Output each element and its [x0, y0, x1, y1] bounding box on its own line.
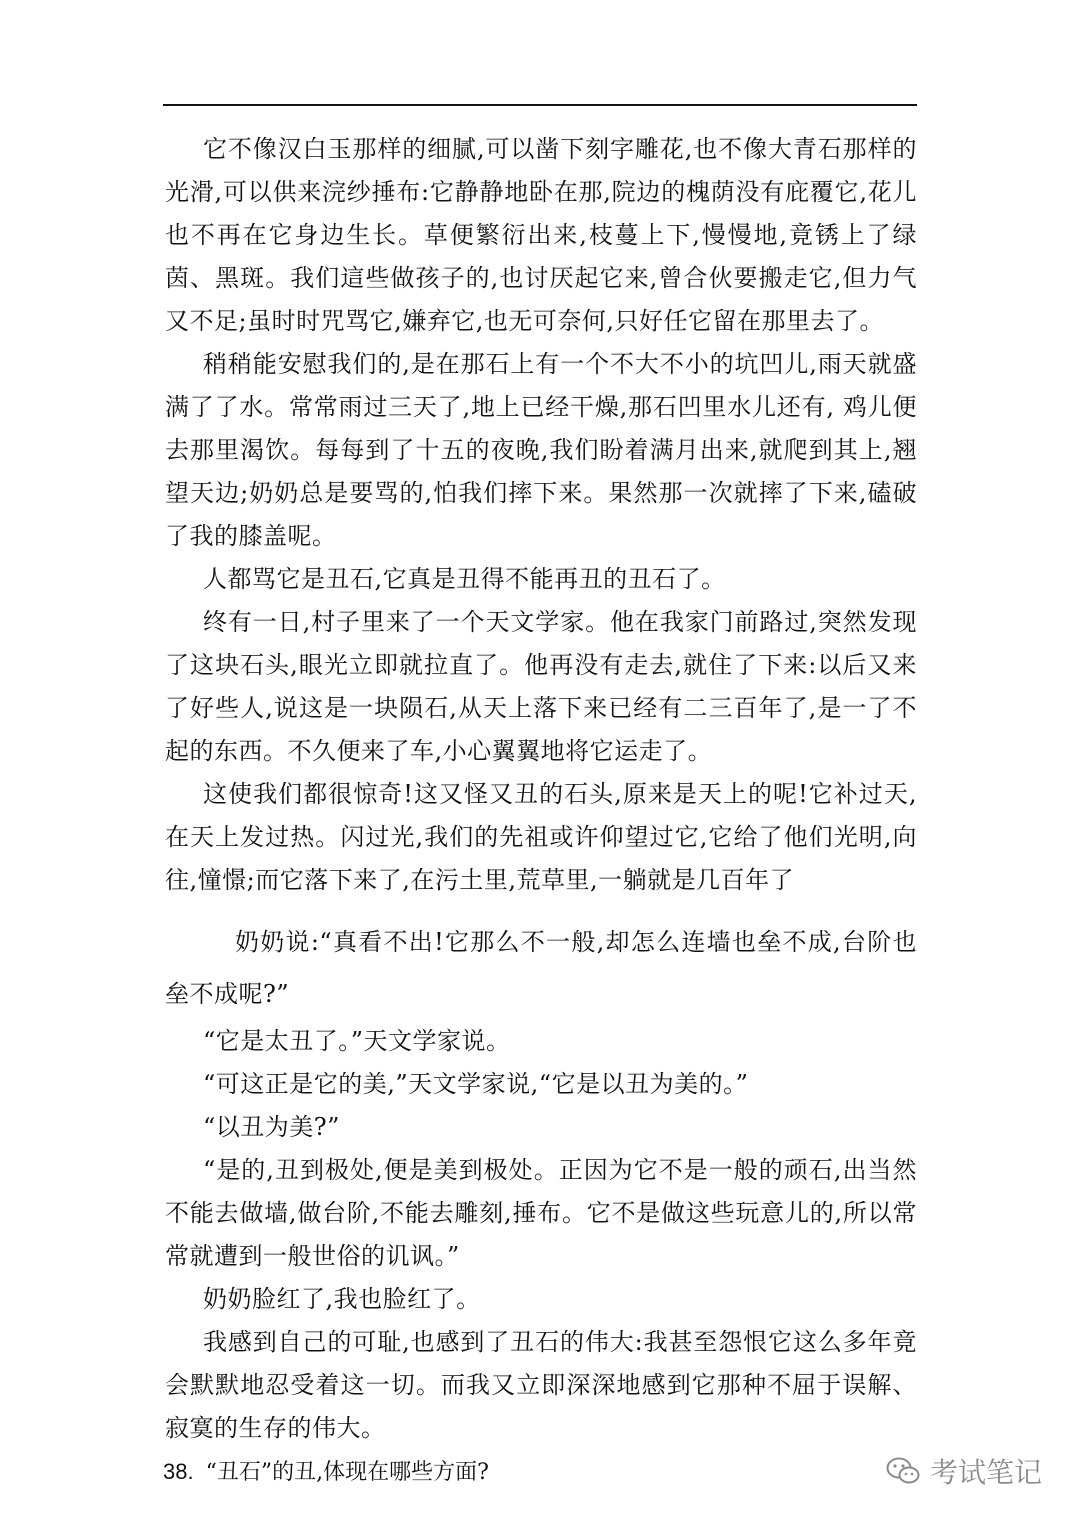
- watermark: [886, 1451, 1042, 1491]
- wechat-icon: [886, 1456, 920, 1486]
- paragraph-11: 奶奶脸红了,我也脸红了。: [203, 1285, 481, 1313]
- paragraph-1: 它不像汉白玉那样的细腻,可以凿下刻字雕花,也不像大青石那样的光滑,可以供来浣纱捶布:它静静地卧在那,院边的槐荫没有庇覆它,花儿也不再在它身边生长。草便繁衍出来,枝蔓上下,慢慢地,竟锈上了绿茵、黑斑。我们這些做孩子的,也讨厌起它来,曾合伙要搬走它,但力气又不足;虽时时咒骂它,嫌弃它,也无可奈何,只好任它留在那里去了。: [165, 135, 917, 335]
- paragraph-9: “以丑为美?”: [203, 1113, 340, 1141]
- paragraph-3: 人都骂它是丑石,它真是丑得不能再丑的丑石了。: [203, 565, 726, 593]
- paragraph-12: 我感到自己的可耻,也感到了丑石的伟大:我甚至怨恨它这么多年竟会默默地忍受着这一切。而我又立即深深地感到它那种不屈于误解、寂寞的生存的伟大。: [165, 1328, 917, 1442]
- watermark-text: 考试笔记: [929, 1456, 1042, 1489]
- paragraph-4: 终有一日,村子里来了一个天文学家。他在我家门前路过,突然发现了这块石头,眼光立即就拉直了。他再没有走去,就住了下来:以后又来了好些人,说这是一块陨石,从天上落下来已经有二三百年了,是一了不起的东西。不久便来了车,小心翼翼地将它运走了。: [165, 608, 917, 765]
- paragraph-6: 奶奶说:“真看不出!它那么不一般,却怎么连墙也垒不成,台阶也垒不成呢?”: [165, 928, 917, 1008]
- paragraph-2: 稍稍能安慰我们的,是在那石上有一个不大不小的坑凹儿,雨天就盛满了了水。常常雨过三天了,地上已经干燥,那石凹里水儿还有, 鸡儿便去那里渴饮。每每到了十五的夜晚,我们盼着满月出来,就爬到其上,翘望天边;奶奶总是要骂的,怕我们摔下来。果然那一次就摔了下来,磕破了我的膝盖呢。: [165, 350, 917, 550]
- article-body: [165, 128, 917, 1494]
- paragraph-5: 这使我们都很惊奇!这又怪又丑的石头,原来是天上的呢!它补过天,在天上发过热。闪过光,我们的先祖或许仰望过它,它给了他们光明,向往,憧憬;而它落下来了,在污土里,荒草里,一躺就是几百年了: [165, 780, 917, 894]
- question-number: 38.: [163, 1459, 194, 1484]
- question-38: [163, 1450, 917, 1494]
- paragraph-10: “是的,丑到极处,便是美到极处。正因为它不是一般的顽石,出当然不能去做墙,做台阶,不能去雕刻,捶布。它不是做这些玩意儿的,所以常常就遭到一般世俗的讥讽。”: [165, 1156, 917, 1270]
- header-rule: [163, 104, 917, 106]
- paragraph-8: “可这正是它的美,”天文学家说,“它是以丑为美的。”: [203, 1070, 749, 1098]
- question-text: “丑石”的丑,体现在哪些方面?: [205, 1460, 489, 1485]
- paragraph-7: “它是太丑了。”天文学家说。: [203, 1027, 511, 1055]
